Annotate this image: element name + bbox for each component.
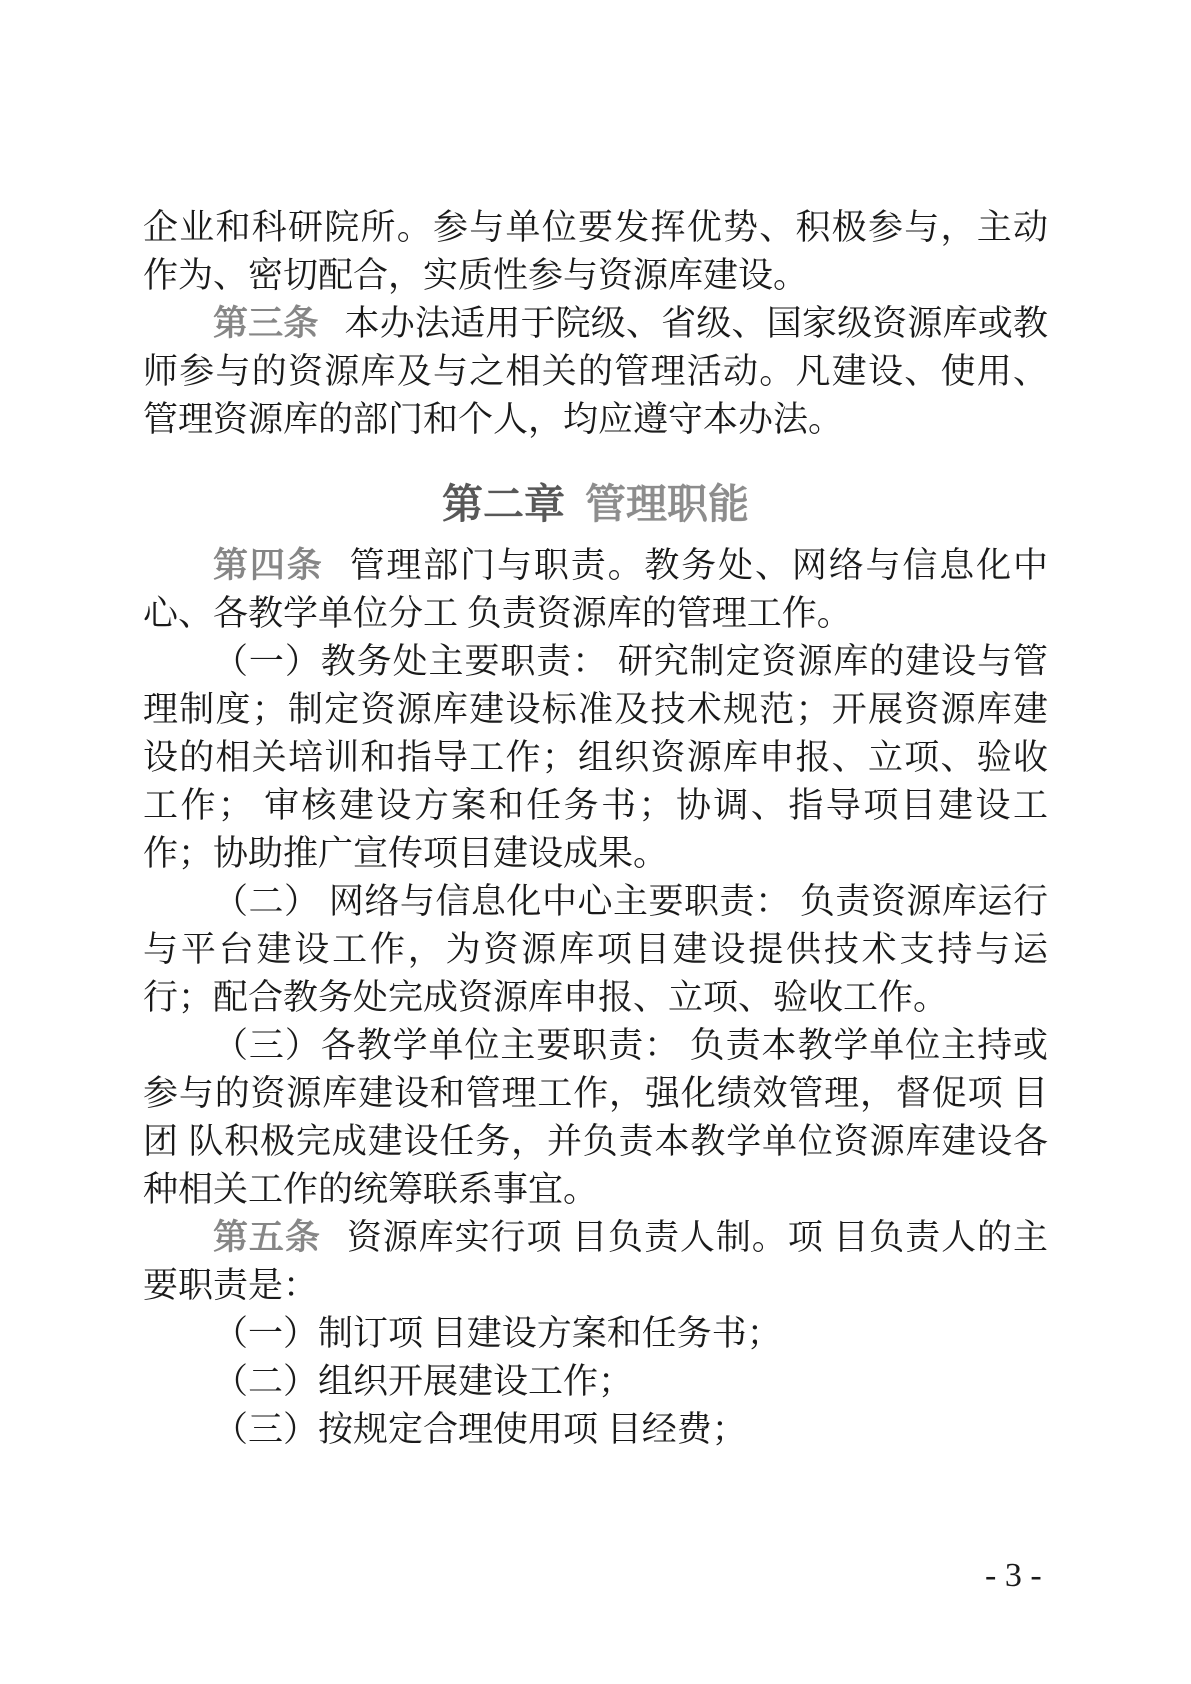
- article-3-paragraph: [143, 300, 1048, 444]
- article-3-label: 第三条: [213, 304, 319, 343]
- page-number: - 3 -: [985, 1557, 1042, 1594]
- chapter-2-heading: [143, 476, 1048, 532]
- chapter-2-number: 第二章: [442, 481, 565, 527]
- article-4-item-2: （二） 网络与信息化中心主要职责： 负责资源库运行与平台建设工作，为资源库项目建设提供技术支持与运行；配合教务处完成资源库申报、立项、验收工作。: [143, 882, 1048, 1017]
- article-4-body: 管理部门与职责。教务处、网络与信息化中心、各教学单位分工 负责资源库的管理工作。: [143, 546, 1048, 633]
- article-3-body: 本办法适用于院级、省级、国家级资源库或教师参与的资源库及与之相关的管理活动。凡建设、使用、管理资源库的部门和个人，均应遵守本办法。: [143, 304, 1048, 439]
- article-5-label: 第五条: [213, 1218, 321, 1257]
- article-5-item-1: （一）制订项 目建设方案和任务书；: [213, 1314, 782, 1353]
- article-5-paragraph: [143, 1214, 1048, 1310]
- article-5-item-2: （二）组织开展建设工作；: [213, 1362, 634, 1401]
- article-4-label: 第四条: [213, 546, 324, 585]
- article-5-item-3: （三）按规定合理使用项 目经费；: [213, 1410, 747, 1449]
- article-5-body: 资源库实行项 目负责人制。项 目负责人的主要职责是：: [143, 1218, 1048, 1305]
- article-4-paragraph: [143, 542, 1048, 638]
- document-text-block: [143, 204, 1048, 1454]
- article-4-item-3: （三）各教学单位主要职责： 负责本教学单位主持或参与的资源库建设和管理工作，强化绩效管理，督促项 目 团 队积极完成建设任务，并负责本教学单位资源库建设各种相关工作的统筹联系事宜。: [143, 1026, 1048, 1209]
- article-4-item-1: （一）教务处主要职责： 研究制定资源库的建设与管理制度；制定资源库建设标准及技术规范；开展资源库建设的相关培训和指导工作；组织资源库申报、立项、验收工作； 审核建设方案和任务书；协调、指导项目建设工作；协助推广宣传项目建设成果。: [143, 642, 1048, 873]
- continuation-paragraph: 企业和科研院所。参与单位要发挥优势、积极参与，主动作为、密切配合，实质性参与资源库建设。: [143, 208, 1048, 295]
- chapter-2-title: 管理职能: [585, 481, 749, 527]
